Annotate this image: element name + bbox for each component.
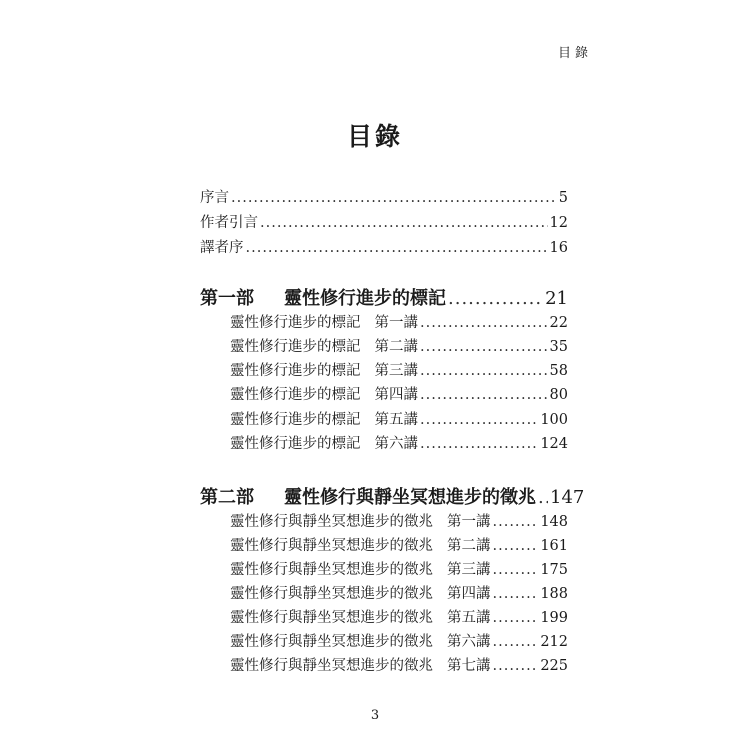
toc-entry[interactable] [230, 510, 568, 531]
entry-title: 靈性修行進步的標記 [230, 436, 361, 452]
dot-leader [493, 586, 539, 602]
dot-leader [493, 514, 539, 530]
toc-page-number: 100 [540, 412, 568, 428]
toc-entry[interactable] [230, 654, 568, 675]
toc-entry[interactable] [230, 383, 568, 404]
lecture-number: 第二講 [374, 339, 418, 355]
dot-leader [538, 487, 548, 508]
toc-page-number: 161 [540, 538, 568, 554]
toc-entry-label: 譯者序 [200, 240, 244, 256]
toc-entry-label: 作者引言 [200, 215, 258, 231]
lecture-number: 第六講 [374, 436, 418, 452]
toc-entry[interactable] [230, 311, 568, 332]
entry-title: 靈性修行進步的標記 [230, 315, 361, 331]
dot-leader [420, 339, 548, 355]
toc-page-number: 21 [545, 288, 568, 309]
part-number: 第二部 [200, 487, 254, 508]
entry-title: 靈性修行與靜坐冥想進步的徵兆 [230, 586, 433, 602]
toc-entry[interactable] [230, 408, 568, 429]
toc-entry-author-intro[interactable] [200, 211, 568, 232]
toc-entry[interactable] [230, 335, 568, 356]
page-title: 目錄 [346, 122, 403, 151]
dot-leader [260, 215, 548, 231]
toc-page-number: 148 [540, 514, 568, 530]
entry-title: 靈性修行與靜坐冥想進步的徵兆 [230, 538, 433, 554]
entry-title: 靈性修行與靜坐冥想進步的徵兆 [230, 634, 433, 650]
dot-leader [493, 634, 539, 650]
entry-title: 靈性修行進步的標記 [230, 412, 361, 428]
running-head: 目錄 [558, 46, 593, 61]
lecture-number: 第二講 [447, 538, 491, 554]
entry-title: 靈性修行進步的標記 [230, 363, 361, 379]
toc-page-number: 212 [540, 634, 568, 650]
toc-entry[interactable] [230, 534, 568, 555]
toc-page-number: 175 [540, 562, 568, 578]
toc-entry[interactable] [230, 359, 568, 380]
toc-page-number: 188 [540, 586, 568, 602]
lecture-number: 第六講 [447, 634, 491, 650]
dot-leader [420, 315, 548, 331]
toc-entry[interactable] [230, 606, 568, 627]
dot-leader [420, 363, 548, 379]
toc-entry-label: 序言 [200, 190, 229, 206]
toc-page-number: 35 [549, 339, 568, 355]
lecture-number: 第四講 [447, 586, 491, 602]
dot-leader [493, 538, 539, 554]
toc-entry[interactable] [230, 630, 568, 651]
entry-title: 靈性修行與靜坐冥想進步的徵兆 [230, 610, 433, 626]
page-number: 3 [370, 708, 380, 723]
toc-page-number: 80 [549, 387, 568, 403]
toc-page-number: 16 [549, 240, 568, 256]
entry-title: 靈性修行與靜坐冥想進步的徵兆 [230, 658, 433, 674]
toc-entry[interactable] [230, 432, 568, 453]
lecture-number: 第五講 [447, 610, 491, 626]
toc-part-heading[interactable] [200, 483, 585, 509]
lecture-number: 第三講 [374, 363, 418, 379]
dot-leader [493, 562, 539, 578]
dot-leader [231, 190, 557, 206]
dot-leader [448, 288, 543, 309]
lecture-number: 第七講 [447, 658, 491, 674]
lecture-number: 第四講 [374, 387, 418, 403]
toc-page-number: 199 [540, 610, 568, 626]
dot-leader [420, 387, 548, 403]
toc-page-number: 12 [549, 215, 568, 231]
entry-title: 靈性修行與靜坐冥想進步的徵兆 [230, 514, 433, 530]
lecture-number: 第一講 [374, 315, 418, 331]
toc-page-number: 5 [558, 190, 568, 206]
part-number: 第一部 [200, 288, 254, 309]
toc-entry-translator-preface[interactable] [200, 236, 568, 257]
toc-page-number: 58 [549, 363, 568, 379]
toc-entry-preface[interactable] [200, 186, 568, 207]
dot-leader [246, 240, 548, 256]
lecture-number: 第三講 [447, 562, 491, 578]
toc-page-number: 124 [540, 436, 568, 452]
toc-part-heading[interactable] [200, 284, 568, 310]
dot-leader [420, 412, 538, 428]
lecture-number: 第五講 [374, 412, 418, 428]
part-title: 靈性修行進步的標記 [284, 288, 446, 309]
dot-leader [493, 658, 539, 674]
entry-title: 靈性修行進步的標記 [230, 339, 361, 355]
dot-leader [420, 436, 538, 452]
toc-page-number: 147 [550, 487, 585, 508]
entry-title: 靈性修行進步的標記 [230, 387, 361, 403]
toc-page-number: 225 [540, 658, 568, 674]
toc-entry[interactable] [230, 558, 568, 579]
toc-entry[interactable] [230, 582, 568, 603]
entry-title: 靈性修行與靜坐冥想進步的徵兆 [230, 562, 433, 578]
part-title: 靈性修行與靜坐冥想進步的徵兆 [284, 487, 536, 508]
dot-leader [493, 610, 539, 626]
lecture-number: 第一講 [447, 514, 491, 530]
toc-page-number: 22 [549, 315, 568, 331]
